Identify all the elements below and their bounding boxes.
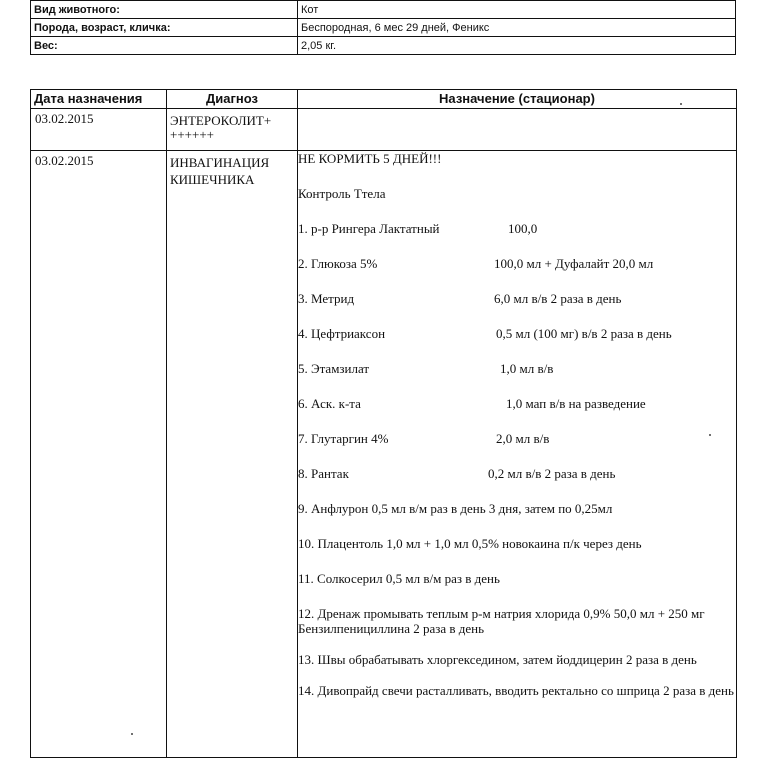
header-prescription: Назначение (стационар): [298, 90, 737, 109]
prescription-item-dose: 0,2 мл в/в 2 раза в день: [488, 466, 616, 481]
info-row-breed-age-name: [31, 19, 736, 37]
prescription-item-name: 7. Глутаргин 4%: [298, 431, 389, 446]
scan-dot: [131, 733, 133, 735]
table-row: [31, 109, 737, 151]
prescription-cell: [298, 109, 737, 151]
info-label: Вид животного:: [31, 1, 298, 19]
prescription-item: 13. Швы обрабатывать хлоргекседином, затем йоддицерин 2 раза в день: [298, 652, 697, 667]
diagnosis-line: КИШЕЧНИКА: [170, 172, 255, 187]
prescription-list: [298, 221, 736, 481]
prescription-item-name: 2. Глюкоза 5%: [298, 256, 378, 271]
prescription-table: [30, 89, 737, 758]
prescription-item-dose: 100,0: [508, 221, 538, 236]
prescription-item-dose: 100,0 мл + Дуфалайт 20,0 мл: [494, 256, 654, 271]
prescription-item-name: 6. Аск. к-та: [298, 396, 361, 411]
header-date: Дата назначения: [31, 90, 167, 109]
prescription-item: [298, 466, 736, 481]
info-label: Порода, возраст, кличка:: [31, 19, 298, 37]
prescription-item: [298, 396, 736, 411]
scan-dot: [680, 103, 682, 105]
diagnosis-cell: [167, 151, 298, 758]
prescription-item: [298, 326, 736, 341]
prescription-item: [298, 291, 736, 306]
info-label: Вес:: [31, 37, 298, 55]
prescription-item: 11. Солкосерил 0,5 мл в/м раз в день: [298, 571, 500, 586]
info-row-weight: [31, 37, 736, 55]
prescription-item: 14. Дивопрайд свечи расталливать, вводить ректально со шприца 2 раза в день: [298, 683, 734, 698]
prescription-item-name: 3. Метрид: [298, 291, 355, 306]
table-row: [31, 151, 737, 758]
patient-info-table: [30, 0, 736, 55]
diagnosis-line: ИНВАГИНАЦИЯ: [170, 155, 270, 170]
prescription-item: [298, 431, 736, 446]
scan-dot: [709, 434, 711, 436]
info-row-species: [31, 1, 736, 19]
prescription-item-name: 1. р-р Рингера Лактатный: [298, 221, 440, 236]
prescription-item-dose: 1,0 мл в/в: [500, 361, 554, 376]
warning-text: НЕ КОРМИТЬ 5 ДНЕЙ!!!: [298, 151, 442, 166]
diagnosis-cell: [167, 109, 298, 151]
info-value: 2,05 кг.: [298, 37, 736, 55]
date-cell: 03.02.2015: [31, 109, 167, 151]
prescription-item-dose: 0,5 мл (100 мг) в/в 2 раза в день: [496, 326, 672, 341]
prescription-item: 12. Дренаж промывать теплым р-м натрия хлорида 0,9% 50,0 мл + 250 мг Бензилпенициллина 2 раза в день: [298, 606, 705, 636]
info-value: Кот: [298, 1, 736, 19]
prescription-list-long: [298, 501, 736, 698]
info-value: Беспородная, 6 мес 29 дней, Феникс: [298, 19, 736, 37]
prescription-item-name: 5. Этамзилат: [298, 361, 370, 376]
header-diagnosis: Диагноз: [167, 90, 298, 109]
table-header-row: [31, 90, 737, 109]
prescription-item: [298, 361, 736, 376]
prescription-item-dose: 2,0 мл в/в: [496, 431, 550, 446]
diagnosis-line: ЭНТЕРОКОЛИТ+: [170, 113, 272, 128]
prescription-cell: [298, 151, 737, 758]
prescription-item-dose: 1,0 мап в/в на разведение: [506, 396, 646, 411]
prescription-item-name: 4. Цефтриаксон: [298, 326, 386, 341]
prescription-item-name: 8. Рантак: [298, 466, 349, 481]
prescription-item: 10. Плацентоль 1,0 мл + 1,0 мл 0,5% новокаина п/к через день: [298, 536, 642, 551]
prescription-item-dose: 6,0 мл в/в 2 раза в день: [494, 291, 622, 306]
prescription-item: 9. Анфлурон 0,5 мл в/м раз в день 3 дня, затем по 0,25мл: [298, 501, 613, 516]
diagnosis-line: ++++++: [170, 127, 214, 142]
prescription-item: [298, 256, 736, 271]
prescription-item: [298, 221, 736, 236]
date-cell: 03.02.2015: [31, 151, 167, 758]
control-text: Контроль Ттела: [298, 186, 386, 201]
